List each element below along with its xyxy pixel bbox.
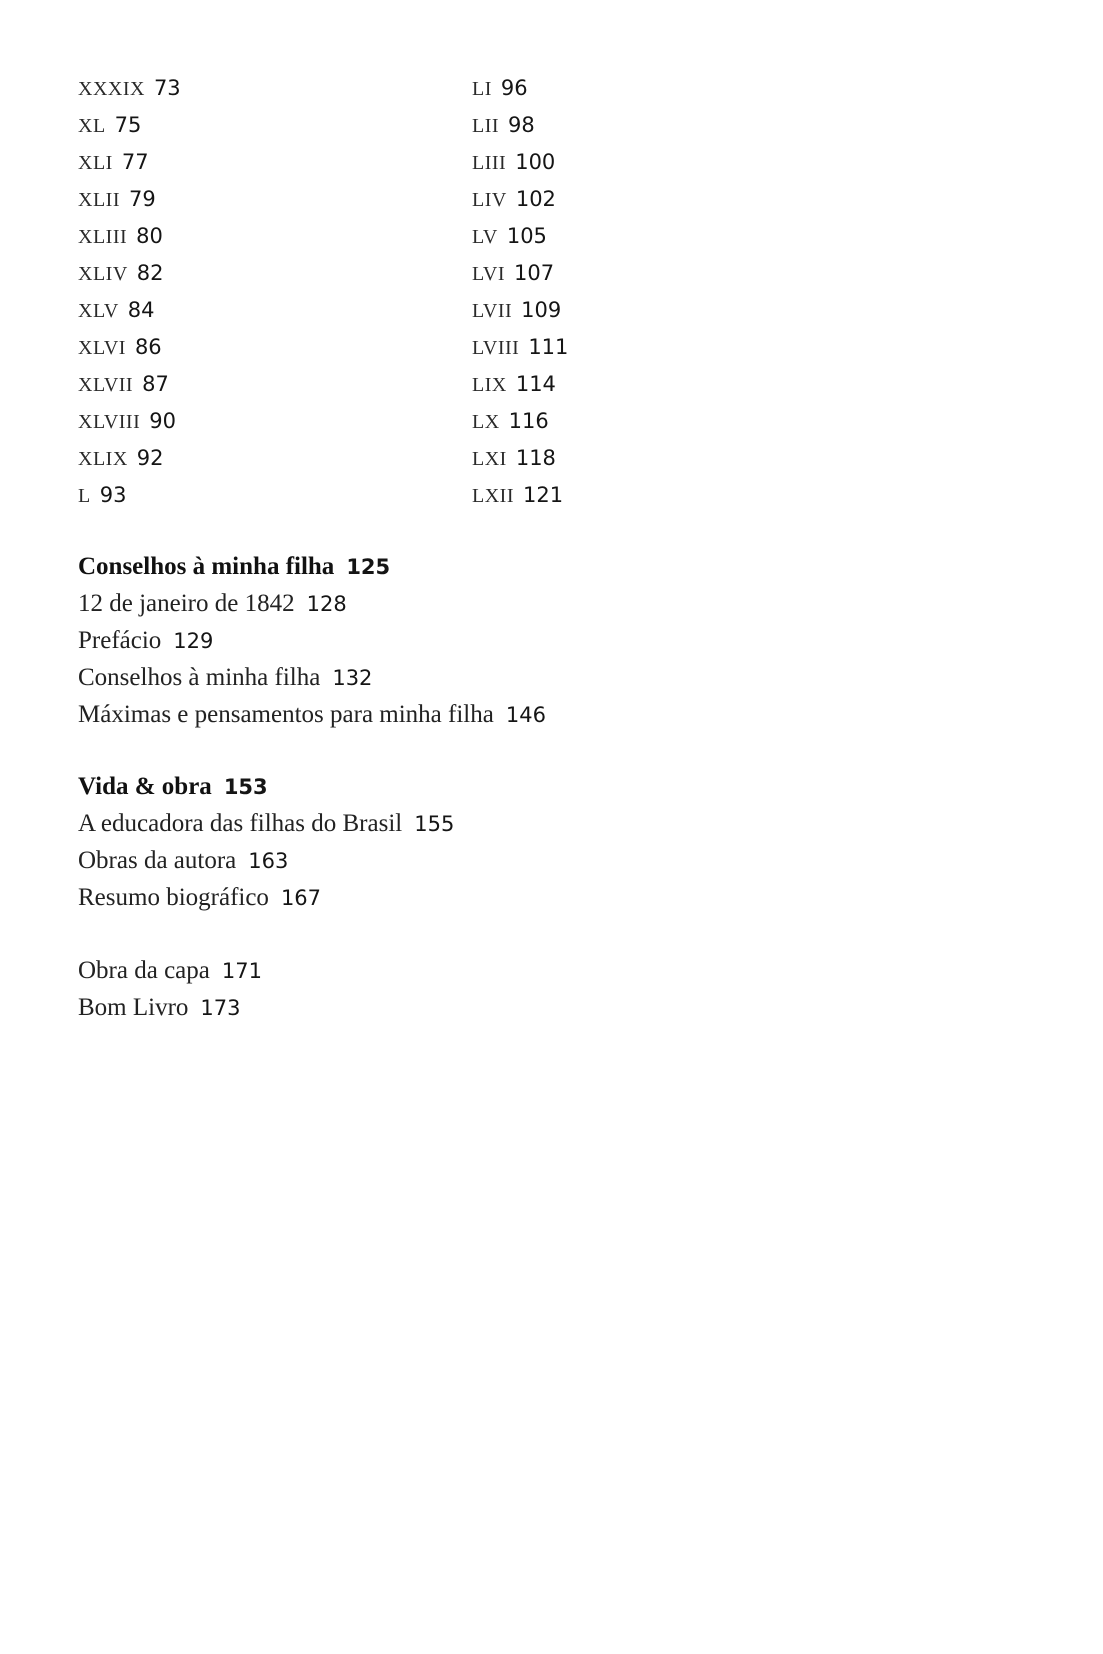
chapter-numeral: LIV [472,189,507,211]
toc-entry[interactable] [472,107,568,144]
toc-entry[interactable] [78,107,181,144]
entry-title: 12 de janeiro de 1842 [78,590,295,617]
chapter-numeral: XLIII [78,226,128,248]
page-number: 79 [128,187,156,211]
page-number: 109 [521,298,562,322]
section-heading[interactable] [78,768,454,805]
toc-entry[interactable] [472,218,568,255]
toc-entry[interactable] [78,952,262,989]
page-number: 96 [500,76,528,100]
chapter-numeral: XLIV [78,263,128,285]
toc-entry[interactable] [78,144,181,181]
toc-entry[interactable] [78,805,454,842]
toc-entry[interactable] [472,440,568,477]
page-number: 100 [515,150,556,174]
toc-entry[interactable] [78,622,546,659]
chapter-column-left [78,70,181,514]
page-number: 90 [149,409,176,433]
chapter-numeral: LVI [472,263,505,285]
chapter-numeral: LIX [472,374,507,396]
page-number: 163 [248,849,289,873]
page-number: 153 [223,775,268,799]
toc-entry[interactable] [78,366,181,403]
toc-entry[interactable] [78,255,181,292]
page-number: 75 [114,113,142,137]
chapter-numeral: LV [472,226,498,248]
chapter-numeral: LX [472,411,500,433]
entry-title: Bom Livro [78,994,189,1021]
page-number: 171 [221,959,262,983]
page-number: 80 [136,224,163,248]
toc-entry[interactable] [78,403,181,440]
toc-entry[interactable] [78,218,181,255]
toc-entry[interactable] [78,989,262,1026]
chapter-numeral: LXII [472,485,514,507]
toc-entry[interactable] [472,366,568,403]
toc-entry[interactable] [472,144,568,181]
toc-entry[interactable] [472,477,568,514]
chapter-numeral: LVIII [472,337,520,359]
toc-entry[interactable] [472,403,568,440]
chapter-numeral: LI [472,78,492,100]
chapter-numeral: LII [472,115,500,137]
page-number: 146 [505,703,546,727]
entry-title: Resumo biográfico [78,884,269,911]
toc-entry[interactable] [78,842,454,879]
toc-entry[interactable] [472,292,568,329]
toc-entry[interactable] [78,70,181,107]
page-number: 118 [515,446,556,470]
page-number: 84 [127,298,155,322]
page-number: 93 [99,483,127,507]
page-number: 114 [515,372,556,396]
entry-title: A educadora das filhas do Brasil [78,810,403,837]
chapter-numeral: LIII [472,152,507,174]
page-number: 155 [414,812,455,836]
chapter-numeral: XLI [78,152,113,174]
entry-title: Obra da capa [78,957,210,984]
page-number: 121 [522,483,564,507]
chapter-column-right [472,70,568,514]
chapter-numeral: L [78,485,91,507]
entry-title: Prefácio [78,627,162,654]
chapter-numeral: XLIX [78,448,128,470]
entry-title: Conselhos à minha filha [78,553,335,580]
toc-section-vida-obra [78,768,454,916]
page-number: 116 [508,409,549,433]
page-number: 86 [134,335,162,359]
toc-entry[interactable] [472,70,568,107]
page-number: 102 [515,187,556,211]
chapter-numeral: XLVIII [78,411,141,433]
entry-title: Vida & obra [78,773,212,800]
page-number: 92 [136,446,164,470]
toc-section-conselhos [78,548,546,733]
toc-entry[interactable] [472,329,568,366]
chapter-numeral: XXXIX [78,78,145,100]
entry-title: Máximas e pensamentos para minha filha [78,701,494,728]
page-number: 111 [528,335,569,359]
page-number: 173 [200,996,241,1020]
page-number: 129 [173,629,214,653]
page-number: 128 [306,592,347,616]
chapter-numeral: XLVII [78,374,134,396]
page-number: 105 [506,224,547,248]
page-number: 82 [136,261,164,285]
toc-entry[interactable] [78,440,181,477]
toc-section-extras [78,952,262,1026]
section-heading[interactable] [78,548,546,585]
page-number: 98 [508,113,535,137]
entry-title: Obras da autora [78,847,237,874]
toc-entry[interactable] [78,879,454,916]
toc-entry[interactable] [78,292,181,329]
chapter-numeral: XLII [78,189,120,211]
chapter-numeral: XLVI [78,337,126,359]
page-number: 87 [142,372,169,396]
toc-entry[interactable] [472,255,568,292]
chapter-numeral: LXI [472,448,507,470]
page-number: 73 [153,76,181,100]
toc-entry[interactable] [78,659,546,696]
toc-entry[interactable] [78,329,181,366]
page-number: 167 [280,886,322,910]
page-number: 125 [346,555,391,579]
page-number: 77 [121,150,149,174]
toc-entry[interactable] [472,181,568,218]
chapter-numeral: XLV [78,300,119,322]
toc-entry[interactable] [78,477,181,514]
chapter-numeral: LVII [472,300,513,322]
page-number: 132 [332,666,373,690]
page-number: 107 [513,261,555,285]
toc-entry[interactable] [78,181,181,218]
toc-entry[interactable] [78,696,546,733]
chapter-numeral: XL [78,115,106,137]
toc-entry[interactable] [78,585,546,622]
entry-title: Conselhos à minha filha [78,664,321,691]
